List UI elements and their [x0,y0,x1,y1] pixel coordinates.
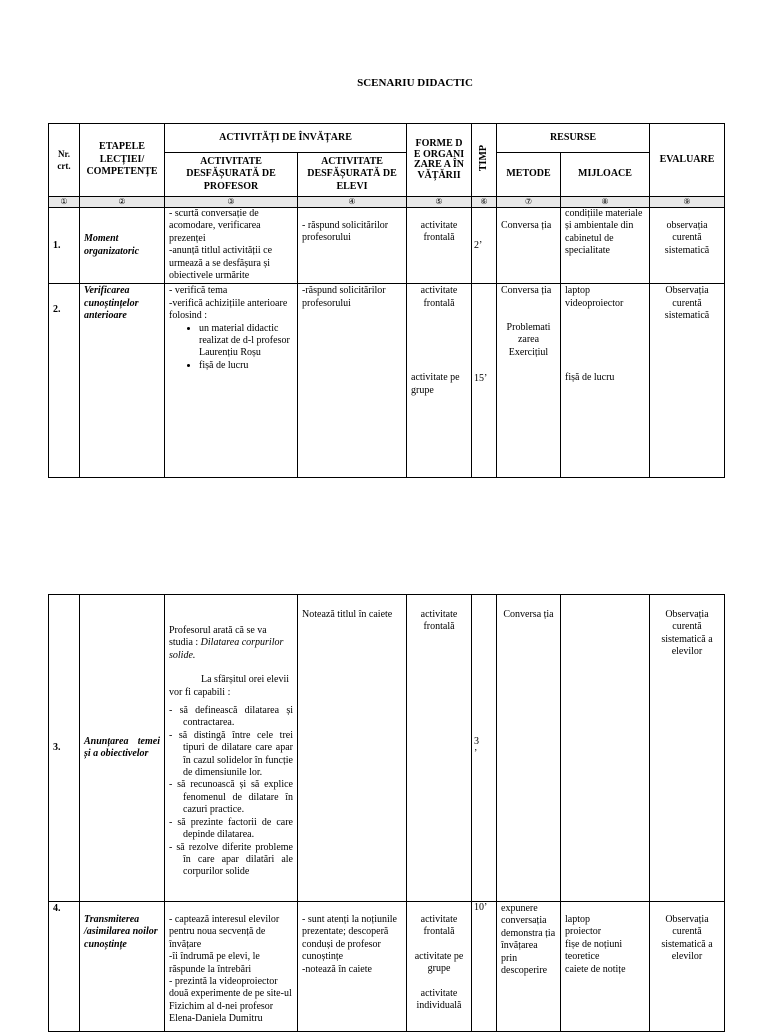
col-index: ② [80,197,165,208]
timp-value: 10’ [472,902,497,1032]
forme-organizare: activitate pe grupe [414,950,464,975]
header-timp: TIMP [477,144,489,171]
header-activitati: ACTIVITĂȚI DE ÎNVĂȚARE [165,124,407,153]
list-item: • fișă de lucru [199,360,293,372]
objectives-list [169,705,293,879]
header-nr: Nr. crt. [49,124,80,197]
lesson-table-part-2 [48,594,725,1032]
objectives-intro: La sfârșitul orei elevii vor fi capabili : [169,674,290,698]
material-list [169,323,293,373]
elevi-activity: - sunt atenți la noțiunile prezentate; descoperă conduși de profesor cunoștințe -notează în caiete [298,902,407,1032]
mijloace-value: condițiile materiale și ambientale din cabinetul de specialitate [561,208,650,284]
metode-value: Conversa ția [501,285,552,297]
header-resurse: RESURSE [497,124,650,153]
table-row [49,208,725,284]
stage-name: Anunțarea temei și a obiectivelor [80,595,165,902]
lesson-topic: Dilatarea corpurilor solide. [169,637,284,661]
col-index: ⑥ [472,197,497,208]
elevi-activity: -răspund solicitărilor profesorului [298,284,407,478]
lesson-table-part-1 [48,123,725,478]
col-index: ⑦ [497,197,561,208]
header-act-profesor: ACTIVITATE DESFĂȘURATĂ DE PROFESOR [165,153,298,197]
elevi-activity: Notează titlul în caiete [298,595,407,902]
timp-value: 15’ [474,373,488,385]
list-item: - să rezolve diferite probleme în care apar dilatări ale corpurilor solide [169,841,293,878]
stage-name: Transmiterea /asimilarea noilor cunoștințe [80,902,165,1032]
metode-value: Conversa ția [497,595,561,902]
col-index: ⑨ [650,197,725,208]
table-row [49,284,725,478]
elevi-activity: - răspund solicitărilor profesorului [298,208,407,284]
forme-organizare: activitate frontală [420,285,458,309]
row-number: 4. [49,902,80,1032]
table-row [49,595,725,902]
forme-organizare: activitate frontală [407,208,472,284]
list-item: - să recunoască și să explice fenomenul de dilatare în cazuri practice. [169,779,293,816]
mijloace-value: laptop videoproiector [565,285,624,309]
profesor-activity: - captează interesul elevilor pentru noua secvență de învățare -îi îndrumă pe elevi, le răspunde la întrebări - prezintă la videoproiector două experimente de pe site-ul Fizichim al d-nei profesor Elena-Daniela Dumitru [165,902,298,1032]
profesor-activity: - scurtă conversație de acomodare, verificarea prezenței -anunță titlul activității ce urmează a se desfășura și obiectivele urmărite [165,208,298,284]
header-metode: METODE [497,153,561,197]
metode-value: Conversa ția [497,208,561,284]
stage-name: Moment organizatoric [80,208,165,284]
mijloace-value: fișă de lucru [565,372,615,384]
forme-organizare: activitate individuală [416,987,462,1012]
header-mijloace: MIJLOACE [561,153,650,197]
page-title: SCENARIU DIDACTIC [357,77,473,89]
mijloace-value: laptop proiector fișe de noțiuni teoretice caiete de notițe [561,902,650,1032]
metode-value: expunere conversația demonstra ția învățarea prin descoperire [497,902,561,1032]
evaluare-value: observația curentă sistematică [650,208,725,284]
row-number: 3. [49,595,80,902]
metode-value: Problemati zarea Exercițiul [506,321,551,358]
list-item: • un material didactic realizat de d-l profesor Laurențiu Roșu [199,323,293,360]
forme-organizare: activitate pe grupe [411,372,460,396]
evaluare-value: Observația curentă sistematică [650,284,725,478]
forme-organizare: activitate frontală [420,914,458,938]
timp-value: 3 ’ [474,735,479,759]
timp-value: 2’ [472,208,497,284]
list-item: - să definească dilatarea și contractarea. [169,705,293,729]
col-index: ⑤ [407,197,472,208]
forme-organizare: activitate frontală [407,595,472,902]
header-act-elevi: ACTIVITATE DESFĂȘURATĂ DE ELEVI [298,153,407,197]
col-index: ③ [165,197,298,208]
header-etapele: ETAPELE LECȚIEI/ COMPETENȚE [80,124,165,197]
list-item: - să prezinte factorii de care depinde dilatarea. [169,816,293,841]
row-number: 2. [49,284,80,478]
header-forme: FORME DE ORGANIZARE A ÎNVĂȚĂRII [407,124,472,197]
col-index: ① [49,197,80,208]
evaluare-value: Observația curentă sistematică a elevilor [650,902,725,1032]
col-index: ⑧ [561,197,650,208]
header-evaluare: EVALUARE [650,124,725,197]
list-item: - să distingă între cele trei tipuri de dilatare care apar în cazul solidelor în funcție de dimensiunile lor. [169,729,293,779]
col-index: ④ [298,197,407,208]
profesor-intro: Profesorul arată că se va studia : [169,625,267,649]
stage-name: Verificarea cunoștințelor anterioare [80,284,165,478]
row-number: 1. [49,208,80,284]
table-row [49,902,725,1032]
evaluare-value: Observația curentă sistematică a elevilor [650,595,725,902]
profesor-intro: - verifică tema -verifică achizițiile anterioare folosind : [169,285,288,322]
